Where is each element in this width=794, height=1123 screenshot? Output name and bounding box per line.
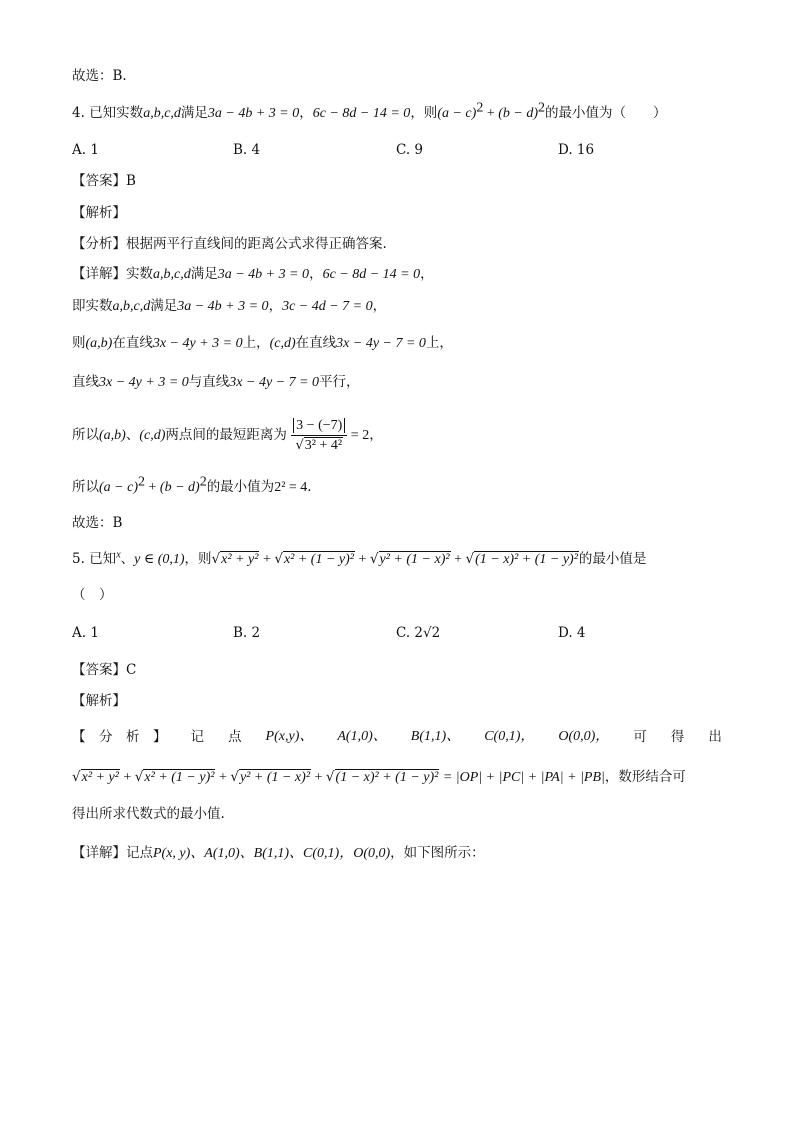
separator: ， bbox=[268, 298, 283, 314]
math-equation: 6c − 8d − 14 = 0 bbox=[312, 106, 411, 121]
text: 实数 bbox=[126, 266, 153, 282]
math-result: = |OP| + |PC| + |PA| + |PB| bbox=[439, 770, 605, 785]
math-result: = 2 bbox=[347, 428, 370, 443]
text: 满足 bbox=[150, 298, 178, 314]
math-vars: a,b,c,d bbox=[143, 106, 181, 121]
distance-fraction: $\frac{3 - (-7)}{\text{√3² + 4²}}$ bbox=[291, 417, 347, 454]
math-expression: (a − c) bbox=[437, 106, 477, 121]
math-equation: 3a − 4b + 3 = 0 bbox=[207, 106, 300, 121]
math-equation: 3x − 4y + 3 = 0 bbox=[99, 375, 189, 390]
solution-line-3 bbox=[72, 333, 453, 354]
conclusion-text: 故选：B. bbox=[72, 68, 127, 84]
stem-text: 的最小值为（ ） bbox=[545, 105, 667, 121]
solution-line-6: 所以$(a - c)^2 + (b - d)^2$的最小值为2² = 4. bbox=[72, 474, 312, 495]
radical-1: x² + y² bbox=[81, 770, 119, 785]
math-operator: + bbox=[355, 552, 370, 567]
solution-line-2 bbox=[72, 296, 386, 317]
math-points: P(x, y)、A(1,0)、B(1,1)、C(0,1)，O(0,0) bbox=[153, 846, 391, 861]
stem-text: 的最小值是 bbox=[578, 551, 647, 567]
math-expression: (a − c) bbox=[99, 480, 138, 495]
math-point: A(1,0)、 bbox=[337, 729, 387, 744]
math-point: O(0,0)， bbox=[558, 729, 610, 744]
stem-text: ，则 bbox=[184, 551, 212, 567]
separator: ， bbox=[309, 266, 323, 282]
text: 平行， bbox=[319, 374, 360, 390]
analysis-line-1 bbox=[72, 727, 722, 747]
math-operator: + bbox=[119, 770, 135, 785]
text: 两点间的最短距离为 bbox=[165, 427, 287, 443]
math-expression: (b − d) bbox=[498, 106, 538, 121]
separator: 、 bbox=[120, 551, 135, 567]
answer-label: 【答案】B bbox=[72, 173, 136, 189]
analysis-label: 【解析】 bbox=[72, 693, 126, 709]
stem-text: 已知实数 bbox=[89, 105, 144, 121]
math-vars: a,b,c,d bbox=[112, 299, 151, 314]
text: 则 bbox=[72, 335, 86, 351]
radical-4: (1 − x)² + (1 − y)² bbox=[335, 770, 439, 785]
text: 直线 bbox=[72, 374, 99, 390]
math-operator: + bbox=[215, 770, 231, 785]
math-point: P(x,y)、 bbox=[265, 729, 314, 744]
text: 在直线 bbox=[112, 335, 153, 351]
radical-3: y² + (1 − x)² bbox=[379, 552, 450, 567]
radical-1: x² + y² bbox=[221, 552, 259, 567]
text: 上， bbox=[425, 335, 453, 351]
question-5-stem: 5. 已知$^x$、y ∈ (0,1)，则√x² + y² + √x² + (1 − y)² + √y² + (1 − x)² + √(1 − x)² + (1 − y)²的最小值是 bbox=[72, 549, 647, 567]
math-vars: a,b,c,d bbox=[153, 267, 191, 282]
option-d: D. 16 bbox=[558, 142, 595, 158]
separator: ， bbox=[369, 427, 383, 443]
math-point: B(1,1)、 bbox=[410, 729, 461, 744]
math-expression: (b − d) bbox=[159, 480, 200, 495]
text: 可 bbox=[633, 729, 647, 745]
analysis-label: 【解析】 bbox=[72, 205, 126, 221]
answer-label: 【答案】C bbox=[72, 662, 137, 678]
analysis-line-2: √x² + y² + √x² + (1 − y)² + √y² + (1 − x)² + √(1 − x)² + (1 − y)² = |OP| + |PC| + |PA| + |PB|，数形结合可 bbox=[72, 769, 686, 785]
detail-line bbox=[72, 843, 485, 864]
text: 与直线 bbox=[188, 374, 230, 390]
math-operator: + bbox=[145, 480, 160, 495]
text: ，如下图所示： bbox=[390, 845, 485, 861]
math-point: C(0,1)， bbox=[484, 729, 535, 744]
math-equation: 3x − 4y + 3 = 0 bbox=[152, 336, 243, 351]
option-a: A. 1 bbox=[72, 142, 99, 158]
math-equation: 3x − 4y − 7 = 0 bbox=[229, 375, 320, 390]
text: 上， bbox=[242, 335, 270, 351]
math-equation: 3a − 4b + 3 = 0 bbox=[177, 299, 269, 314]
separator: ， bbox=[299, 105, 313, 121]
math-equation: 3a − 4b + 3 = 0 bbox=[217, 267, 310, 282]
text: 点 bbox=[228, 729, 242, 745]
math-operator: + bbox=[450, 552, 466, 567]
text: 满足 bbox=[190, 266, 218, 282]
text: 得 bbox=[670, 729, 685, 745]
text: 所以 bbox=[72, 427, 99, 443]
option-b: B. 4 bbox=[233, 142, 261, 158]
separator: . bbox=[307, 479, 312, 495]
radical-4: (1 − x)² + (1 − y)² bbox=[475, 552, 578, 567]
radical-2: x² + (1 − y)² bbox=[283, 552, 354, 567]
stem-text: 已知 bbox=[89, 551, 117, 567]
option-c: C. 2√2 bbox=[396, 625, 441, 641]
text: ，数形结合可 bbox=[604, 769, 686, 785]
separator: ， bbox=[372, 298, 387, 314]
question-number: 4. bbox=[72, 105, 85, 121]
option-c: C. 9 bbox=[396, 142, 424, 158]
math-equation: 3x − 4y − 7 = 0 bbox=[336, 336, 426, 351]
text: 出 bbox=[708, 729, 722, 745]
solution-line-1 bbox=[72, 264, 434, 285]
analysis-tag: 【 分 析 】 bbox=[72, 729, 167, 745]
separator: ， bbox=[420, 266, 434, 282]
stem-text: 满足 bbox=[180, 105, 208, 121]
math-operator: + bbox=[259, 552, 275, 567]
math-equation: 3c − 4d − 7 = 0 bbox=[282, 299, 373, 314]
math-operator: + bbox=[311, 770, 326, 785]
question-4-stem: 4. 已知实数a,b,c,d满足3a − 4b + 3 = 0，6c − 8d − 14 = 0，则$(a - c)^2 + (b - d)^2$的最小值为（ ） bbox=[72, 100, 667, 121]
analysis-line-3: 得出所求代数式的最小值. bbox=[72, 806, 225, 822]
math-point: (c,d) bbox=[139, 428, 166, 443]
option-d: D. 4 bbox=[558, 625, 586, 641]
math-domain: y ∈ (0,1) bbox=[134, 552, 185, 567]
math-var: x bbox=[116, 549, 121, 561]
fraction-denominator: 3² + 4² bbox=[304, 438, 343, 453]
math-operator: + bbox=[483, 106, 499, 121]
detail-label: 【详解】 bbox=[72, 266, 126, 282]
radical-2: x² + (1 − y)² bbox=[144, 770, 215, 785]
text: 在直线 bbox=[295, 335, 337, 351]
radical-3: y² + (1 − x)² bbox=[239, 770, 311, 785]
math-point: (a,b) bbox=[99, 428, 126, 443]
text: 即实数 bbox=[72, 298, 113, 314]
answer-paren: （ ） bbox=[72, 587, 113, 603]
text: 所以 bbox=[72, 479, 99, 495]
separator: 、 bbox=[125, 427, 140, 443]
option-a: A. 1 bbox=[72, 625, 99, 641]
text: 记 bbox=[190, 729, 205, 745]
conclusion-text: 故选：B bbox=[72, 515, 123, 531]
analysis-text: 【分析】根据两平行直线间的距离公式求得正确答案. bbox=[72, 236, 387, 252]
math-point: (a,b) bbox=[85, 336, 113, 351]
stem-text: ，则 bbox=[410, 105, 438, 121]
math-result: 2² = 4 bbox=[274, 480, 308, 495]
fraction-numerator: 3 − (−7) bbox=[293, 418, 345, 433]
text: 的最小值为 bbox=[206, 479, 275, 495]
solution-line-4 bbox=[72, 372, 360, 393]
detail-label: 【详解】记点 bbox=[72, 845, 153, 861]
question-number: 5. bbox=[72, 551, 85, 567]
solution-line-5 bbox=[72, 413, 383, 457]
option-b: B. 2 bbox=[233, 625, 261, 641]
math-equation: 6c − 8d − 14 = 0 bbox=[322, 267, 421, 282]
math-point: (c,d) bbox=[269, 336, 296, 351]
